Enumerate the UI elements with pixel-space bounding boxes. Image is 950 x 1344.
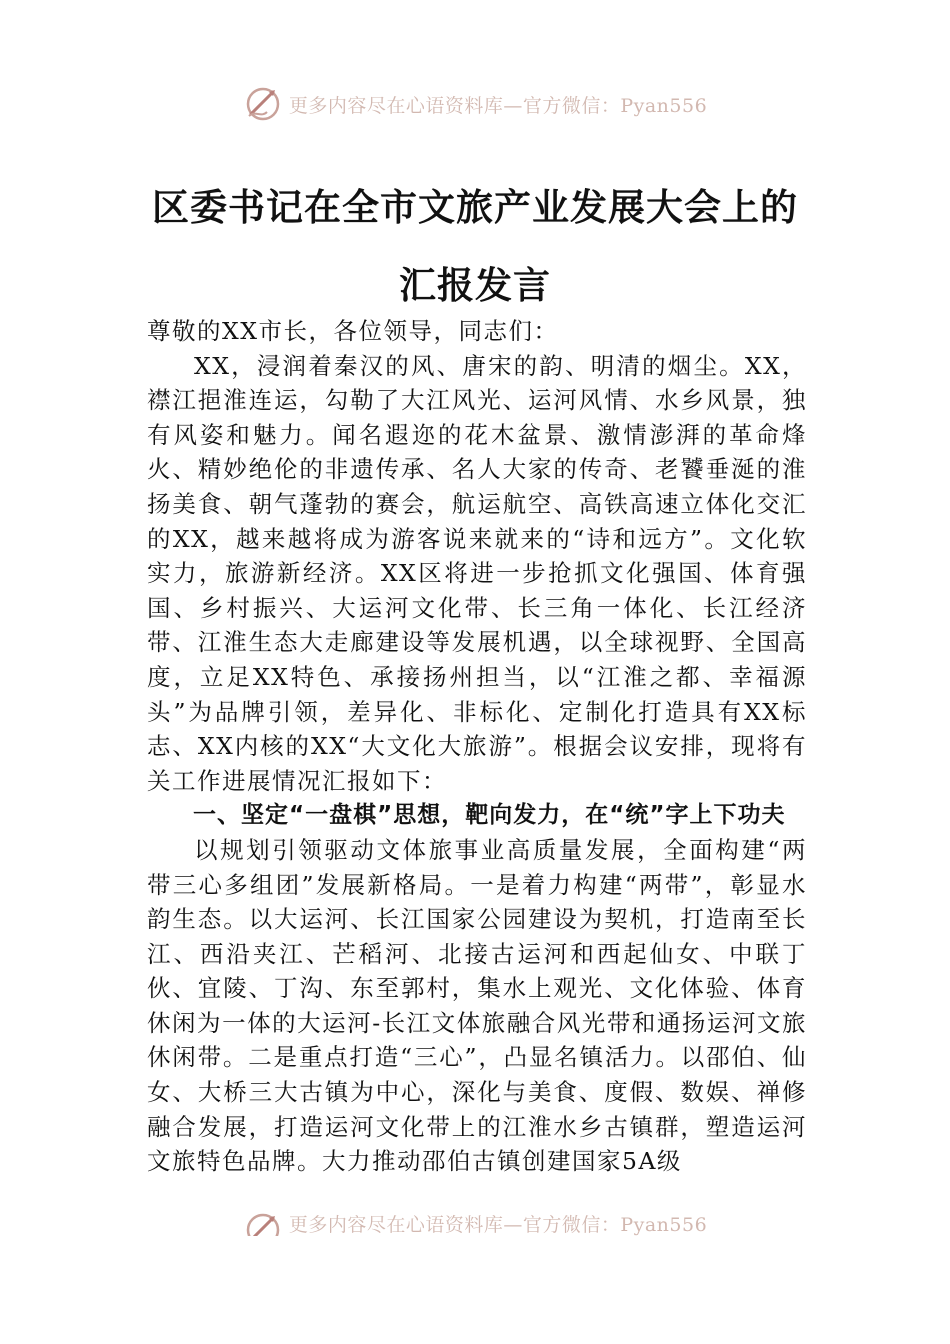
watermark-header [0,84,950,124]
pen-logo-icon [243,84,283,124]
paragraph-section-1: 以规划引领驱动文体旅事业高质量发展，全面构建“两带三心多组团”发展新格局。一是着力构建“两带”，彰显水韵生态。以大运河、长江国家公园建设为契机，打造南至长江、西沿夹江、芒稻河、北接古运河和西起仙女、中联丁伙、宜陵、丁沟、东至郭村，集水上观光、文化体验、体育休闲为一体的大运河-长江文体旅融合风光带和通扬运河文旅休闲带。二是重点打造“三心”，凸显名镇活力。以邵伯、仙女、大桥三大古镇为中心，深化与美食、度假、数娱、禅修融合发展，打造运河文化带上的江淮水乡古镇群，塑造运河文旅特色品牌。大力推动邵伯古镇创建国家5A级 [147,835,807,1176]
section-heading-1: 一、坚定“一盘棋”思想，靶向发力，在“统”字上下功夫 [193,802,786,829]
pen-logo-icon [243,1210,283,1236]
document-body [147,314,807,1179]
watermark-text: 更多内容尽在心语资料库—官方微信：Pyan556 [288,94,708,117]
salutation: 尊敬的XX市长，各位领导，同志们： [147,317,559,345]
watermark-footer [0,1210,950,1236]
paragraph-intro: XX，浸润着秦汉的风、唐宋的韵、明清的烟尘。XX，襟江挹淮连运，勾勒了大江风光、运河风情、水乡风景，独有风姿和魅力。闻名遐迩的花木盆景、激情澎湃的革命烽火、精妙绝伦的非遗传承、名人大家的传奇、老饕垂涎的淮扬美食、朝气蓬勃的赛会，航运航空、高铁高速立体化交汇的XX，越来越将成为游客说来就来的“诗和远方”。文化软实力，旅游新经济。XX区将进一步抢抓文化强国、体育强国、乡村振兴、大运河文化带、长三角一体化、长江经济带、江淮生态大走廊建设等发展机遇，以全球视野、全国高度，立足XX特色、承接扬州担当，以“江淮之都、幸福源头”为品牌引领，差异化、非标化、定制化打造具有XX标志、XX内核的XX“大文化大旅游”。根据会议安排，现将有关工作进展情况汇报如下： [147,351,807,795]
watermark-text: 更多内容尽在心语资料库—官方微信：Pyan556 [288,1214,708,1236]
document-title: 区委书记在全市文旅产业发展大会上的汇报发言 [152,185,798,307]
